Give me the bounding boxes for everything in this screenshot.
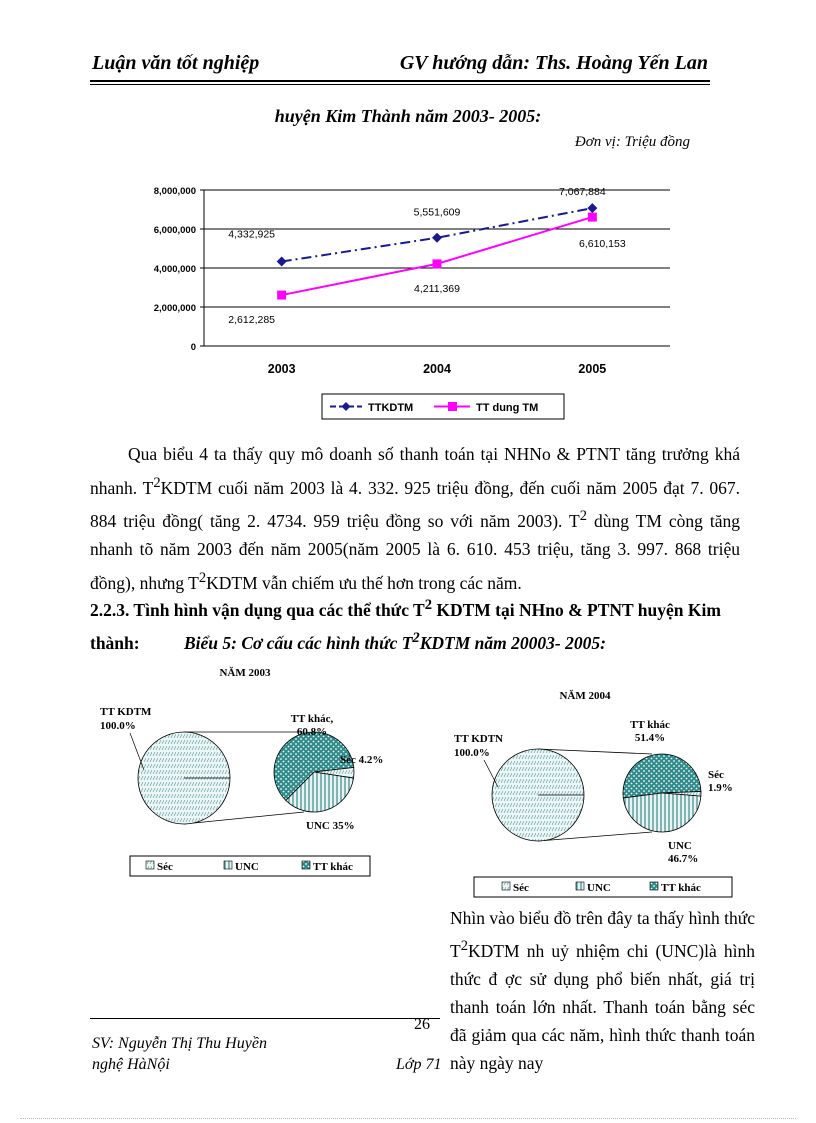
x-tick-label: 2003 [267, 362, 296, 376]
figure-title: huyện Kim Thành năm 2003- 2005: [274, 106, 542, 126]
legend-item-unc-swatch [224, 861, 232, 869]
paragraph-2-text: Nhìn vào biểu đồ trên đây ta thấy hình thức $T^2KDTM$ nh uỷ nhiệm chi (UNC)là hình thức đ ợc sử dụng phổ biến nhất, giá trị thanh toán lớn nhất. Thanh toán bằng séc đã giảm qua các năm, hình thức thanh toán này ngày nay [450, 908, 755, 1073]
legend-item-sec-swatch [146, 861, 154, 869]
header-rule [90, 80, 710, 85]
slice-label: 46.7% [668, 853, 699, 865]
pie-title: NĂM 2003 [219, 667, 271, 679]
y-tick-label: 8,000,000 [153, 186, 196, 197]
slice-label: UNC [668, 840, 692, 852]
data-point-ttkdtm [277, 257, 287, 267]
label-leader [130, 733, 144, 770]
slice-tt-khac [623, 754, 701, 798]
section-heading [90, 591, 740, 658]
slice-label: 60.8% [296, 726, 328, 738]
pie-chart-2004 [440, 682, 740, 900]
data-label: 7,067,884 [558, 186, 606, 199]
x-tick-label: 2005 [578, 362, 607, 376]
slice-label: 1.9% [708, 782, 733, 794]
page-number: 26 [414, 1016, 430, 1033]
line-chart [130, 175, 670, 420]
page-bottom-rule [20, 1118, 796, 1119]
legend-label-ttkdtm: TTKDTM [368, 402, 414, 414]
footer-student: SV: Nguyễn Thị Thu Huyền [92, 1035, 267, 1052]
legend-item-unc: UNC [235, 861, 259, 873]
footer-class: Lớp 71 [396, 1056, 442, 1073]
slice-label: TT khác [630, 719, 670, 731]
legend-label-tt-dung-tm: TT dung TM [476, 402, 539, 414]
label-leader [484, 760, 498, 787]
data-point-ttkdtm [587, 203, 597, 213]
data-label: 5,551,609 [413, 206, 461, 219]
y-tick-label: 2,000,000 [153, 303, 196, 314]
section-heading-text: 2.2.3. Tình hình vận dụng qua các thể thức $T^2$ KDTM tại NHno & PTNT huyện Kim thành: [90, 597, 721, 654]
y-tick-label: 0 [190, 342, 196, 353]
y-tick-label: 6,000,000 [153, 225, 196, 236]
slice-label: UNC 35% [306, 820, 355, 832]
y-tick-label: 4,000,000 [153, 264, 196, 275]
pie-main-value: 100.0% [454, 747, 490, 759]
header-right: GV hướng dẫn: Ths. Hoàng Yến Lan [399, 52, 708, 74]
data-point-ttkdtm [432, 233, 442, 243]
legend-item-sec: Séc [513, 882, 529, 894]
slice-label: Séc [708, 769, 724, 781]
legend-item-tt-khac-swatch [302, 861, 310, 869]
paragraph-1-text: Qua biểu 4 ta thấy quy mô doanh số thanh toán tại NHNo & PTNT tăng trưởng khá nhanh. $T^2KDTM$ cuối năm 2003 là 4. 332. 925 triệu đồng, đến cuối năm 2005 đạt 7. 067. 884 triệu đồng( tăng 2. 4734. 959 triệu đồng so với năm 2003). $T^2$ dùng TM còng tăng nhanh tõ năm 2003 đến năm 2005(năm 2005 là 6. 610. 453 triệu, tăng 3. 997. 868 triệu đồng), nhưng $T^2KDTM$ vẫn chiếm ưu thế hơn trong các năm. [90, 444, 740, 593]
legend-item-unc-swatch [576, 882, 584, 890]
legend-item-tt-khac: TT khác [313, 861, 353, 873]
x-tick-label: 2004 [423, 362, 451, 376]
legend-marker-tt-dung-tm [448, 402, 457, 411]
legend-item-sec-swatch [502, 882, 510, 890]
paragraph-2 [450, 904, 755, 1077]
paragraph-1 [90, 440, 740, 597]
slice-label: Séc 4.2% [340, 754, 384, 766]
unit-label: Đơn vị: Triệu đồng [574, 134, 690, 150]
data-point-tt-dung-tm [433, 259, 442, 268]
footer-school: nghệ HàNội [92, 1056, 170, 1073]
legend-item-tt-khac: TT khác [661, 882, 701, 894]
section-caption: Biểu 5: Cơ cấu các hình thức $T^2KDTM$ năm 20003- 2005: [183, 630, 606, 654]
legend-item-sec: Séc [157, 861, 173, 873]
slice-label: 51.4% [634, 732, 666, 744]
footer-rule [90, 1018, 440, 1019]
data-label: 4,332,925 [228, 228, 276, 241]
pie-main-value: 100.0% [100, 720, 136, 732]
header-left: Luận văn tốt nghiệp [92, 52, 260, 74]
data-label: 6,610,153 [578, 238, 626, 251]
pie-main-label: TT KDTM [100, 706, 152, 718]
data-label: 4,211,369 [414, 282, 460, 295]
legend-item-tt-khac-swatch [650, 882, 658, 890]
data-label: 2,612,285 [228, 314, 276, 327]
slice-unc [623, 793, 701, 832]
pie-main-label: TT KDTN [454, 733, 504, 745]
data-point-tt-dung-tm [277, 291, 286, 300]
legend-item-unc: UNC [587, 882, 611, 894]
slice-label: TT khác, [290, 713, 334, 725]
data-point-tt-dung-tm [588, 213, 597, 222]
pie-chart-2003 [92, 655, 414, 887]
pie-title: NĂM 2004 [559, 690, 611, 702]
